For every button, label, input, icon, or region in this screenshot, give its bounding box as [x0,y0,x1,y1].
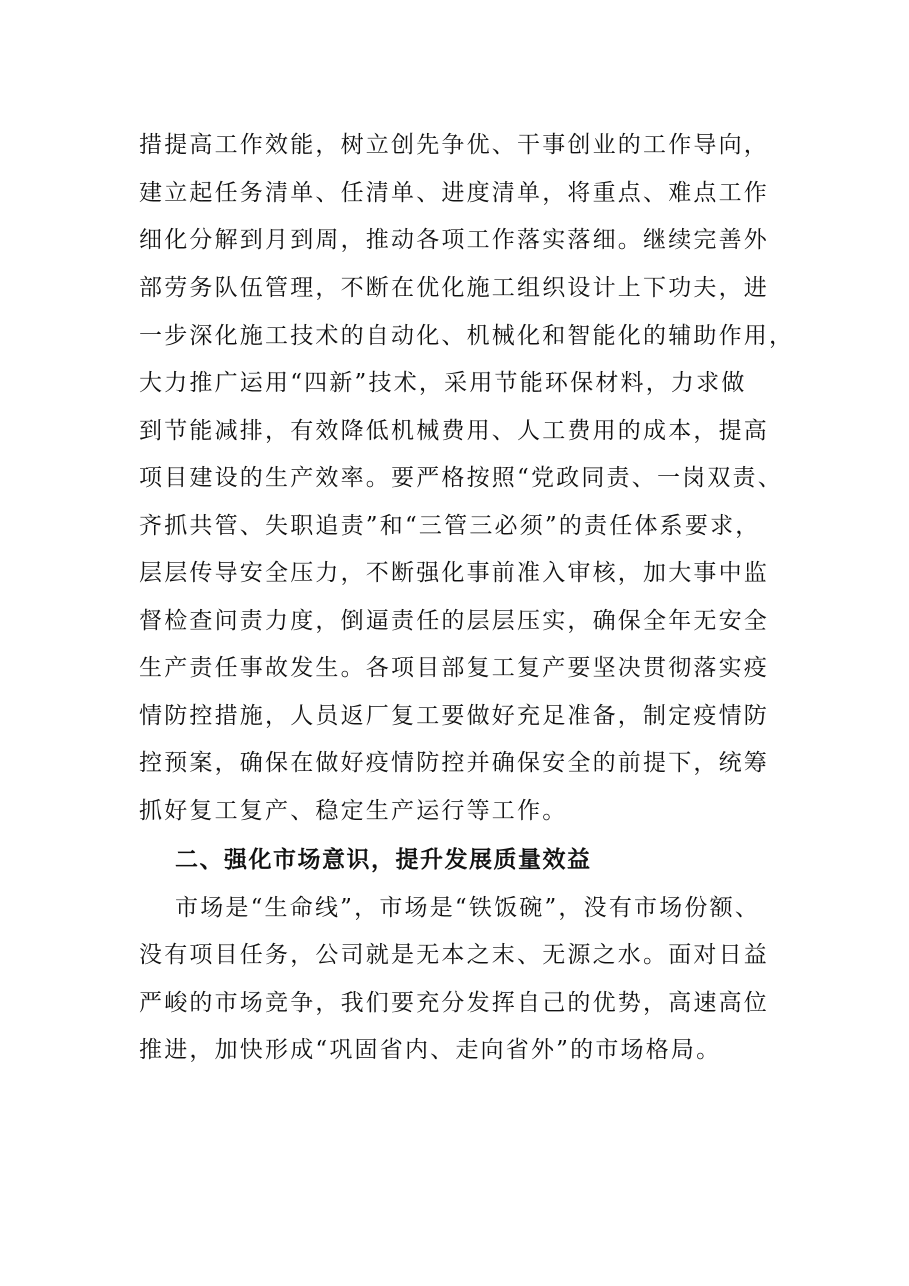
text-line: 市场是“生命线”，市场是“铁饭碗”，没有市场份额、 [175,895,761,921]
text-line: 齐抓共管、失职追责”和“三管三必须”的责任体系要求， [139,513,761,539]
text-line: 建立起任务清单、任清单、进度清单，将重点、难点工作 [139,180,769,206]
text-line: 大力推广运用“四新”技术，采用节能环保材料，力求做 [139,370,747,396]
text-line: 生产责任事故发生。各项目部复工复产要坚决贯彻落实疫 [139,655,769,681]
text-line: 控预案，确保在做好疫情防控并确保安全的前提下，统筹 [139,750,769,776]
text-line: 督检查问责力度，倒逼责任的层层压实，确保全年无安全 [139,608,769,634]
text-line: 细化分解到月到周，推动各项工作落实落细。继续完善外 [139,227,769,253]
text-line: 层层传导安全压力，不断强化事前准入审核，加大事中监 [139,560,769,586]
text-line: 措提高工作效能，树立创先争优、干事创业的工作导向， [139,132,769,158]
text-line: 到节能减排，有效降低机械费用、人工费用的成本，提高 [139,418,769,444]
text-line: 情防控措施，人员返厂复工要做好充足准备，制定疫情防 [139,703,769,729]
text-line: 一步深化施工技术的自动化、机械化和智能化的辅助作用， [139,323,795,349]
text-line: 项目建设的生产效率。要严格按照“党政同责、一岗双责、 [139,465,783,491]
text-line: 部劳务队伍管理，不断在优化施工组织设计上下功夫，进 [139,275,769,301]
text-line: 严峻的市场竞争，我们要充分发挥自己的优势，高速高位 [139,990,769,1016]
text-line: 推进，加快形成“巩固省内、走向省外”的市场格局。 [139,1037,722,1063]
section-heading: 二、强化市场意识，提升发展质量效益 [175,847,592,873]
text-line: 没有项目任务，公司就是无本之末、无源之水。面对日益 [139,942,769,968]
text-line: 抓好复工复产、稳定生产运行等工作。 [139,798,568,824]
